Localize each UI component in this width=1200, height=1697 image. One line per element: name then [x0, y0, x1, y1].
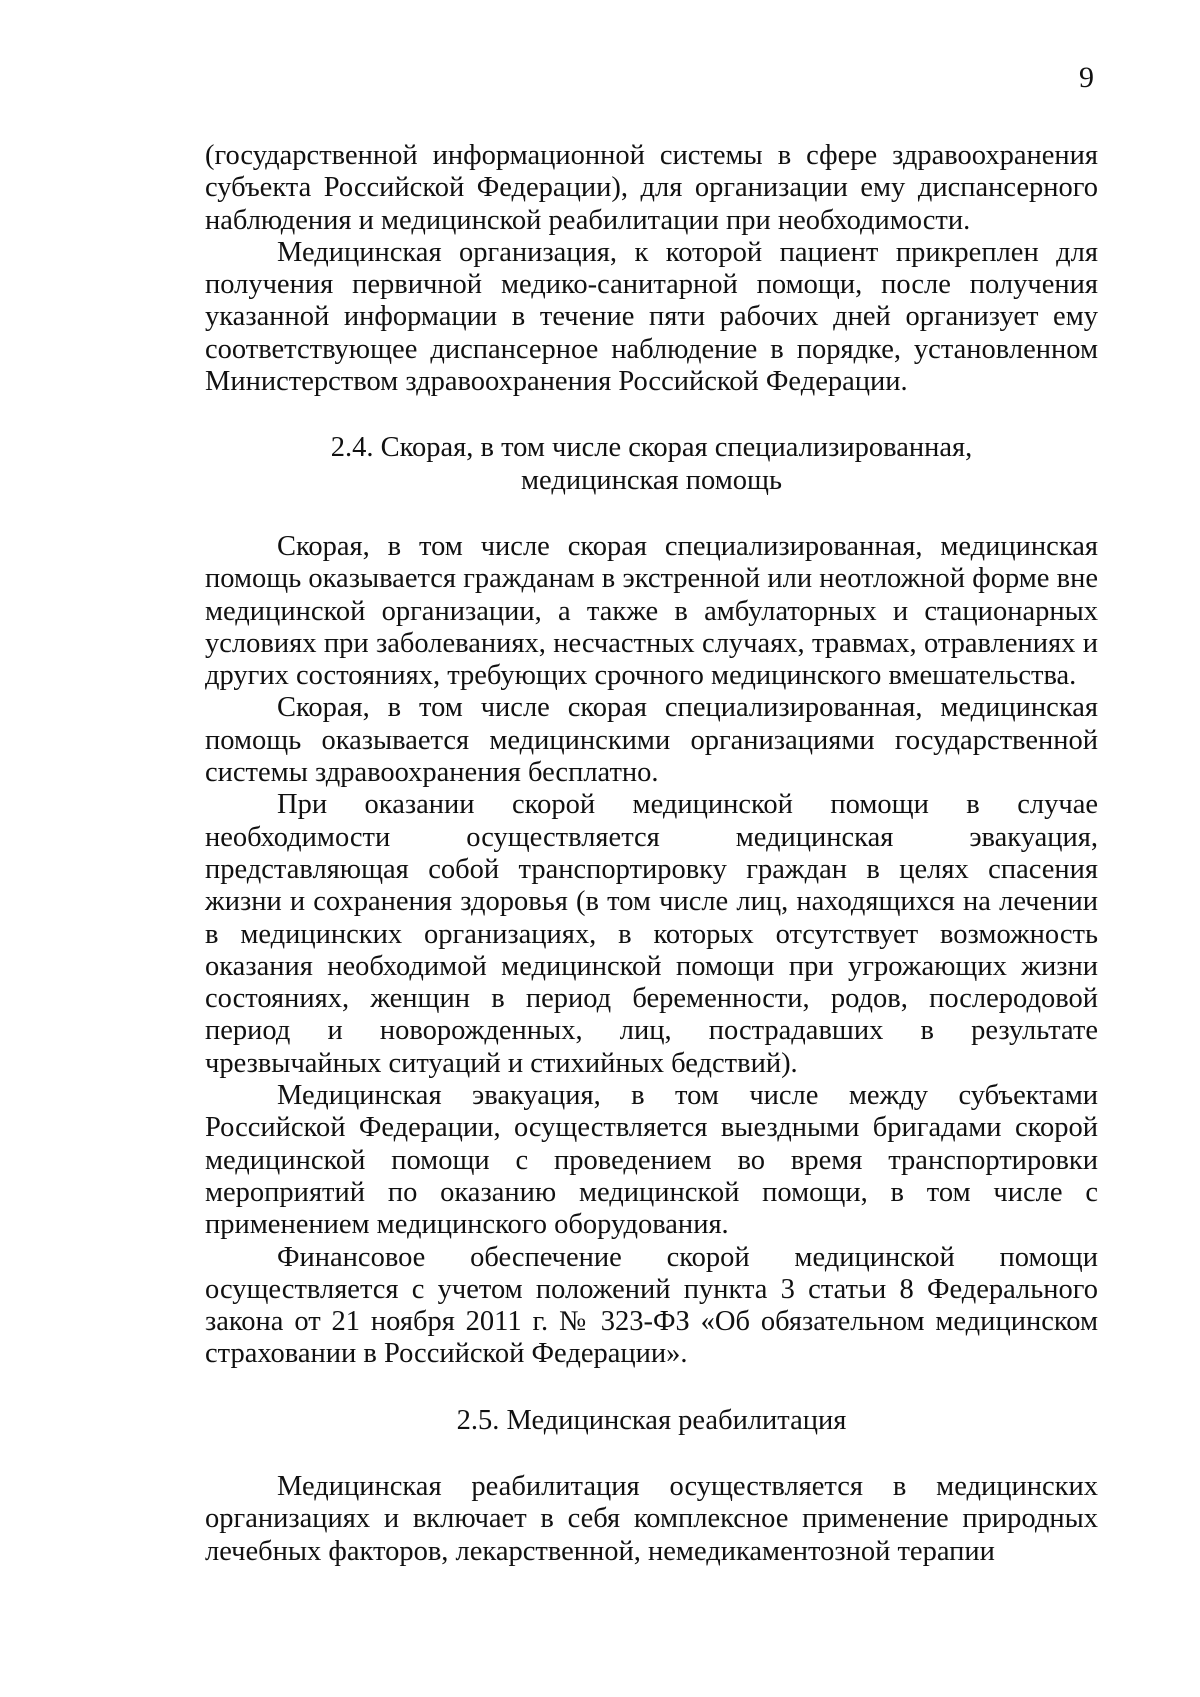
section-heading-2-4-line1: 2.4. Скорая, в том числе скорая специализированная,: [330, 432, 973, 464]
section-heading-2-5: 2.5. Медицинская реабилитация: [456, 1404, 847, 1436]
paragraph-evacuation: При оказании скорой медицинской помощи в случае необходимости осуществляется медицинская эвакуация, представляющая собой транспортировку граждан в целях спасения жизни и сохранения здоровья (в том числе лиц, находящихся на лечении в медицинских организациях, в которых отсутствует возможность оказания необходимой медицинской помощи при угрожающих жизни состояниях, женщин в период беременности, родов, послеродовой период и новорожденных, лиц, пострадавших в результате чрезвычайных ситуаций и стихийных бедствий).: [205, 789, 1098, 1079]
section-heading-2-4: [205, 432, 1098, 497]
paragraph-financing: Финансовое обеспечение скорой медицинской помощи осуществляется с учетом положений пункта 3 статьи 8 Федерального закона от 21 ноября 2011 г. № 323-ФЗ «Об обязательном медицинском страховании в Российской Федерации».: [205, 1241, 1098, 1370]
paragraph-continuation: (государственной информационной системы в сфере здравоохранения субъекта Российской Федерации), для организации ему диспансерного наблюдения и медицинской реабилитации при необходимости.: [205, 140, 1098, 236]
paragraph-emergency-care: Скорая, в том числе скорая специализированная, медицинская помощь оказывается гражданам в экстренной или неотложной форме вне медицинской организации, а также в амбулаторных и стационарных условиях при заболеваниях, несчастных случаях, травмах, отравлениях и других состояниях, требующих срочного медицинского вмешательства.: [205, 530, 1098, 692]
paragraph-rehabilitation: Медицинская реабилитация осуществляется в медицинских организациях и включает в себя комплексное применение природных лечебных факторов, лекарственной, немедикаментозной терапии: [205, 1470, 1098, 1567]
section-heading-2-4-line2: медицинская помощь: [521, 464, 782, 496]
paragraph-emergency-free: Скорая, в том числе скорая специализированная, медицинская помощь оказывается медицинскими организациями государственной системы здравоохранения бесплатно.: [205, 692, 1098, 789]
paragraph-medical-organization: Медицинская организация, к которой пациент прикреплен для получения первичной медико-санитарной помощи, после получения указанной информации в течение пяти рабочих дней организует ему соответствующее диспансерное наблюдение в порядке, установленном Министерством здравоохранения Российской Федерации.: [205, 236, 1098, 398]
paragraph-evacuation-brigades: Медицинская эвакуация, в том числе между субъектами Российской Федерации, осуществляется выездными бригадами скорой медицинской помощи с проведением во время транспортировки мероприятий по оказанию медицинской помощи, в том числе с применением медицинского оборудования.: [205, 1080, 1098, 1241]
page-number: 9: [1079, 61, 1094, 94]
document-body: [205, 140, 1098, 1568]
